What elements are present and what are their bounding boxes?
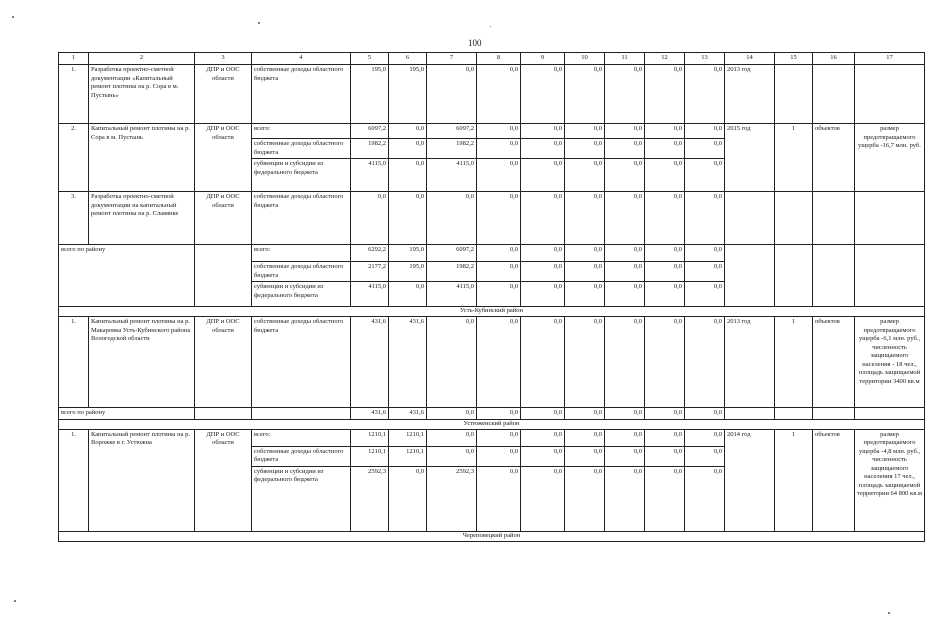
unit-count: 1 — [775, 317, 813, 408]
district-total-row — [59, 245, 925, 262]
total-label: всего по району — [59, 245, 195, 307]
value-cell: 0,0 — [477, 139, 521, 159]
row-number: 2. — [59, 124, 89, 192]
value-cell: 0,0 — [605, 245, 645, 262]
row-number: 1. — [59, 317, 89, 408]
value-cell: 0,0 — [477, 429, 521, 446]
value-cell: 0,0 — [685, 429, 725, 446]
activity-name: Капитальный ремонт плотины на р. Ворожке в г. Устюжна — [89, 429, 195, 531]
value-cell: 0,0 — [477, 159, 521, 192]
empty-cell — [813, 408, 855, 420]
value-cell: 0,0 — [521, 139, 565, 159]
program-table — [58, 52, 925, 542]
district-title: Череповецкий район — [59, 531, 925, 541]
value-cell: 0,0 — [565, 159, 605, 192]
value-cell: 0,0 — [427, 65, 477, 124]
value-cell: 0,0 — [521, 408, 565, 420]
unit-label — [813, 65, 855, 124]
empty-cell — [775, 245, 813, 307]
value-cell: 0,0 — [645, 124, 685, 139]
program-row — [59, 124, 925, 139]
value-cell: 0,0 — [521, 429, 565, 446]
value-cell: 0,0 — [427, 192, 477, 245]
value-cell: 4115,0 — [351, 282, 389, 307]
funding-source: собственные доходы областного бюджета — [252, 65, 351, 124]
unit-label: объектов — [813, 124, 855, 192]
value-cell: 195,0 — [389, 245, 427, 262]
expected-result: размер предотвращаемого ущерба -16,7 млн. руб. — [855, 124, 925, 192]
value-cell: 0,0 — [605, 262, 645, 282]
value-cell: 0,0 — [685, 139, 725, 159]
district-section-row — [59, 419, 925, 429]
value-cell: 0,0 — [521, 446, 565, 466]
value-cell: 1982,2 — [351, 139, 389, 159]
activity-name: Разработка проектно-сметной документации «Капитальный ремонт плотины на р. Сора в м. Пустынь» — [89, 65, 195, 124]
value-cell: 6097,2 — [427, 245, 477, 262]
value-cell: 0,0 — [685, 262, 725, 282]
value-cell: 0,0 — [645, 429, 685, 446]
district-section-row — [59, 307, 925, 317]
col-header: 8 — [477, 53, 521, 65]
value-cell: 0,0 — [685, 124, 725, 139]
empty-cell — [725, 408, 775, 420]
program-table-sheet — [58, 52, 923, 542]
value-cell: 0,0 — [477, 65, 521, 124]
value-cell: 0,0 — [477, 282, 521, 307]
value-cell: 0,0 — [477, 317, 521, 408]
value-cell: 0,0 — [645, 282, 685, 307]
col-header: 1 — [59, 53, 89, 65]
value-cell: 0,0 — [645, 139, 685, 159]
executor: ДПР и ООС области — [195, 65, 252, 124]
empty-cell — [855, 408, 925, 420]
funding-source: всего: — [252, 245, 351, 262]
total-label: всего по району — [59, 408, 195, 420]
value-cell: 0,0 — [427, 446, 477, 466]
value-cell: 0,0 — [645, 192, 685, 245]
value-cell: 0,0 — [685, 192, 725, 245]
page-number: 100 — [468, 38, 482, 48]
activity-name: Капитальный ремонт плотины на р. Сора в м. Пустынь — [89, 124, 195, 192]
value-cell: 0,0 — [565, 192, 605, 245]
col-header: 13 — [685, 53, 725, 65]
value-cell: 0,0 — [477, 446, 521, 466]
executor: ДПР и ООС области — [195, 124, 252, 192]
value-cell: 2592,3 — [351, 466, 389, 531]
value-cell: 0,0 — [565, 466, 605, 531]
value-cell: 0,0 — [389, 139, 427, 159]
col-header: 5 — [351, 53, 389, 65]
value-cell: 0,0 — [427, 429, 477, 446]
value-cell: 0,0 — [565, 317, 605, 408]
value-cell: 0,0 — [389, 282, 427, 307]
funding-source: собственные доходы областного бюджета — [252, 192, 351, 245]
value-cell: 0,0 — [605, 139, 645, 159]
scan-speck — [14, 600, 16, 602]
funding-source: субвенции и субсидии из федерального бюджета — [252, 466, 351, 531]
value-cell: 0,0 — [605, 317, 645, 408]
column-number-row — [59, 53, 925, 65]
value-cell: 1210,1 — [389, 446, 427, 466]
executor: ДПР и ООС области — [195, 429, 252, 531]
value-cell: 0,0 — [685, 65, 725, 124]
col-header: 9 — [521, 53, 565, 65]
unit-count: 1 — [775, 429, 813, 531]
completion-year: 2013 год — [725, 65, 775, 124]
value-cell: 0,0 — [685, 245, 725, 262]
col-header: 3 — [195, 53, 252, 65]
program-row — [59, 65, 925, 124]
value-cell: 0,0 — [605, 65, 645, 124]
funding-source: субвенции и субсидии из федерального бюджета — [252, 159, 351, 192]
value-cell: 0,0 — [565, 262, 605, 282]
value-cell: 0,0 — [565, 124, 605, 139]
table-body — [59, 53, 925, 542]
value-cell: 6097,2 — [351, 124, 389, 139]
completion-year: 2013 год — [725, 317, 775, 408]
row-number: 1. — [59, 429, 89, 531]
value-cell: 195,0 — [389, 262, 427, 282]
col-header: 14 — [725, 53, 775, 65]
value-cell: 431,6 — [351, 317, 389, 408]
funding-source: собственные доходы областного бюджета — [252, 446, 351, 466]
expected-result: размер предотвращаемого ущерба -6,1 млн. руб., численность защищаемого населения - 18 чел., площадь защищаемой территории 3400 кв.м — [855, 317, 925, 408]
empty-cell — [252, 408, 351, 420]
unit-count — [775, 65, 813, 124]
value-cell: 0,0 — [477, 408, 521, 420]
unit-count — [775, 192, 813, 245]
value-cell: 1982,2 — [427, 139, 477, 159]
value-cell: 0,0 — [565, 282, 605, 307]
col-header: 15 — [775, 53, 813, 65]
funding-source: всего: — [252, 124, 351, 139]
value-cell: 0,0 — [645, 317, 685, 408]
empty-cell — [725, 245, 775, 307]
scan-speck — [888, 612, 890, 614]
program-row — [59, 317, 925, 408]
executor: ДПР и ООС области — [195, 192, 252, 245]
value-cell: 0,0 — [605, 466, 645, 531]
value-cell: 0,0 — [605, 124, 645, 139]
scan-speck — [258, 22, 260, 24]
value-cell: 431,6 — [389, 408, 427, 420]
empty-cell — [195, 408, 252, 420]
col-header: 7 — [427, 53, 477, 65]
col-header: 17 — [855, 53, 925, 65]
activity-name: Разработка проектно-сметной документации на капитальный ремонт плотины на р. Славянке — [89, 192, 195, 245]
value-cell: 0,0 — [389, 192, 427, 245]
value-cell: 0,0 — [427, 317, 477, 408]
expected-result: размер предотвращаемого ущерба -4,8 млн. руб., численность защищаемого населения 17 чел., площадь защищаемой территории 64 800 кв.м — [855, 429, 925, 531]
empty-cell — [813, 245, 855, 307]
value-cell: 0,0 — [685, 282, 725, 307]
value-cell: 0,0 — [521, 317, 565, 408]
col-header: 2 — [89, 53, 195, 65]
empty-cell — [855, 245, 925, 307]
funding-source: субвенции и субсидии из федерального бюджета — [252, 282, 351, 307]
value-cell: 2177,2 — [351, 262, 389, 282]
expected-result — [855, 65, 925, 124]
value-cell: 4115,0 — [351, 159, 389, 192]
value-cell: 0,0 — [565, 139, 605, 159]
value-cell: 195,0 — [351, 65, 389, 124]
col-header: 11 — [605, 53, 645, 65]
value-cell: 0,0 — [389, 124, 427, 139]
col-header: 12 — [645, 53, 685, 65]
value-cell: 0,0 — [477, 262, 521, 282]
value-cell: 0,0 — [477, 466, 521, 531]
value-cell: 6292,2 — [351, 245, 389, 262]
value-cell: 0,0 — [565, 65, 605, 124]
completion-year: 2014 год — [725, 429, 775, 531]
value-cell: 0,0 — [521, 466, 565, 531]
value-cell: 431,6 — [389, 317, 427, 408]
value-cell: 0,0 — [605, 408, 645, 420]
district-section-row — [59, 531, 925, 541]
value-cell: 0,0 — [521, 262, 565, 282]
funding-source: собственные доходы областного бюджета — [252, 262, 351, 282]
value-cell: 195,0 — [389, 65, 427, 124]
unit-label: объектов — [813, 429, 855, 531]
value-cell: 0,0 — [645, 262, 685, 282]
col-header: 16 — [813, 53, 855, 65]
value-cell: 0,0 — [389, 159, 427, 192]
value-cell: 0,0 — [685, 159, 725, 192]
value-cell: 0,0 — [565, 245, 605, 262]
value-cell: 1210,1 — [351, 429, 389, 446]
value-cell: 0,0 — [685, 446, 725, 466]
completion-year — [725, 192, 775, 245]
value-cell: 0,0 — [565, 429, 605, 446]
executor: ДПР и ООС области — [195, 317, 252, 408]
value-cell: 4115,0 — [427, 159, 477, 192]
district-total-row — [59, 408, 925, 420]
expected-result — [855, 192, 925, 245]
value-cell: 0,0 — [521, 159, 565, 192]
value-cell: 0,0 — [477, 192, 521, 245]
col-header: 4 — [252, 53, 351, 65]
col-header: 6 — [389, 53, 427, 65]
scan-speck — [490, 26, 491, 27]
empty-cell — [195, 245, 252, 307]
value-cell: 0,0 — [565, 446, 605, 466]
value-cell: 0,0 — [477, 245, 521, 262]
value-cell: 1210,1 — [351, 446, 389, 466]
scan-speck — [12, 16, 14, 18]
value-cell: 0,0 — [427, 408, 477, 420]
value-cell: 0,0 — [521, 245, 565, 262]
value-cell: 2592,3 — [427, 466, 477, 531]
value-cell: 0,0 — [645, 408, 685, 420]
value-cell: 431,6 — [351, 408, 389, 420]
value-cell: 0,0 — [645, 65, 685, 124]
completion-year: 2015 год — [725, 124, 775, 192]
program-row — [59, 192, 925, 245]
activity-name: Капитальный ремонт плотины на р. Макаровка Усть-Кубинского района Вологодской области — [89, 317, 195, 408]
funding-source: собственные доходы областного бюджета — [252, 317, 351, 408]
unit-count: 1 — [775, 124, 813, 192]
row-number: 1. — [59, 65, 89, 124]
value-cell: 0,0 — [605, 282, 645, 307]
value-cell: 0,0 — [605, 192, 645, 245]
value-cell: 0,0 — [477, 124, 521, 139]
district-title: Устюженский район — [59, 419, 925, 429]
value-cell: 0,0 — [605, 446, 645, 466]
value-cell: 0,0 — [605, 159, 645, 192]
value-cell: 4115,0 — [427, 282, 477, 307]
unit-label: объектов — [813, 317, 855, 408]
value-cell: 0,0 — [645, 245, 685, 262]
value-cell: 0,0 — [521, 65, 565, 124]
value-cell: 0,0 — [351, 192, 389, 245]
unit-label — [813, 192, 855, 245]
value-cell: 0,0 — [685, 317, 725, 408]
value-cell: 0,0 — [645, 466, 685, 531]
value-cell: 1982,2 — [427, 262, 477, 282]
value-cell: 0,0 — [521, 192, 565, 245]
funding-source: собственные доходы областного бюджета — [252, 139, 351, 159]
col-header: 10 — [565, 53, 605, 65]
empty-cell — [775, 408, 813, 420]
district-title: Усть-Кубинский район — [59, 307, 925, 317]
value-cell: 0,0 — [521, 282, 565, 307]
value-cell: 0,0 — [565, 408, 605, 420]
value-cell: 6097,2 — [427, 124, 477, 139]
value-cell: 0,0 — [685, 408, 725, 420]
value-cell: 0,0 — [685, 466, 725, 531]
value-cell: 0,0 — [645, 159, 685, 192]
value-cell: 0,0 — [521, 124, 565, 139]
value-cell: 0,0 — [645, 446, 685, 466]
funding-source: всего: — [252, 429, 351, 446]
row-number: 3. — [59, 192, 89, 245]
value-cell: 0,0 — [605, 429, 645, 446]
value-cell: 0,0 — [389, 466, 427, 531]
program-row — [59, 429, 925, 446]
value-cell: 1210,1 — [389, 429, 427, 446]
